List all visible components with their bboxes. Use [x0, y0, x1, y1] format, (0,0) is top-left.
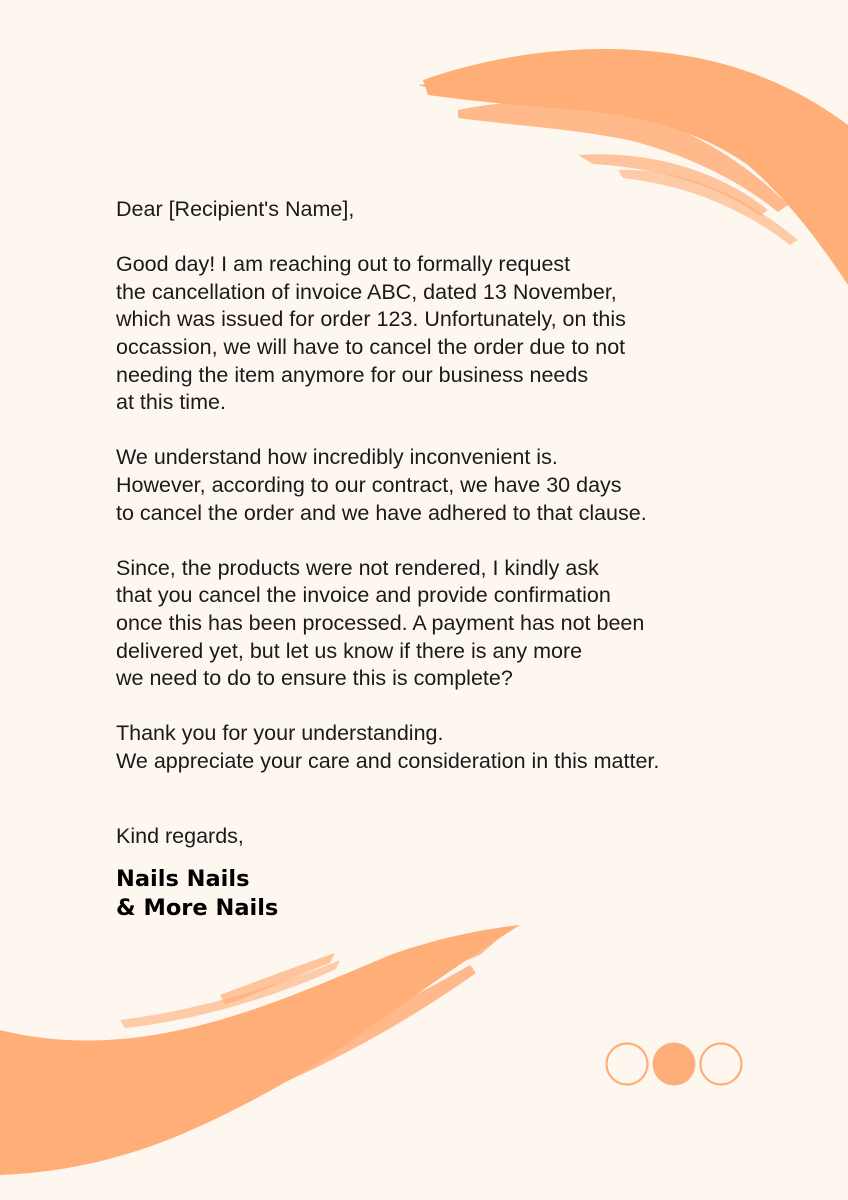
circle-filled-icon	[653, 1043, 696, 1086]
letter-line: Since, the products were not rendered, I kindly ask	[116, 555, 599, 580]
letter-line: Good day! I am reaching out to formally request	[116, 252, 571, 277]
paragraph-3	[116, 555, 756, 693]
letter-line: the cancellation of invoice ABC, dated 13 November,	[116, 279, 617, 304]
paragraph-1	[116, 251, 756, 417]
letter-line: We appreciate your care and consideration in this matter.	[116, 748, 660, 773]
letter-body	[116, 196, 756, 923]
letter-line: However, according to our contract, we have 30 days	[116, 472, 622, 497]
paragraph-4	[116, 720, 756, 775]
letter-line: We understand how incredibly inconvenient is.	[116, 445, 558, 470]
company-name	[116, 865, 756, 923]
letter-line: to cancel the order and we have adhered to that clause.	[116, 500, 647, 525]
company-name-line: Nails Nails	[116, 866, 250, 893]
letter-line: that you cancel the invoice and provide confirmation	[116, 583, 611, 608]
letter-line: Thank you for your understanding.	[116, 721, 444, 746]
circle-outline-icon	[701, 1044, 742, 1085]
letter-line: needing the item anymore for our business needs	[116, 362, 589, 387]
paragraph-2	[116, 444, 756, 527]
closing: Kind regards,	[116, 824, 244, 849]
company-name-line: & More Nails	[116, 895, 279, 922]
circle-outline-icon	[607, 1044, 648, 1085]
letter-line: we need to do to ensure this is complete?	[116, 666, 513, 691]
letter-line: occassion, we will have to cancel the order due to not	[116, 334, 626, 359]
salutation: Dear [Recipient's Name],	[116, 197, 355, 221]
letter-line: once this has been processed. A payment has not been	[116, 610, 645, 635]
letter-line: delivered yet, but let us know if there is any more	[116, 638, 583, 663]
bottom-brush-stroke	[0, 925, 530, 1185]
letter-line: at this time.	[116, 390, 226, 415]
letter-line: which was issued for order 123. Unfortunately, on this	[116, 307, 626, 332]
decorative-dots	[604, 1041, 746, 1087]
